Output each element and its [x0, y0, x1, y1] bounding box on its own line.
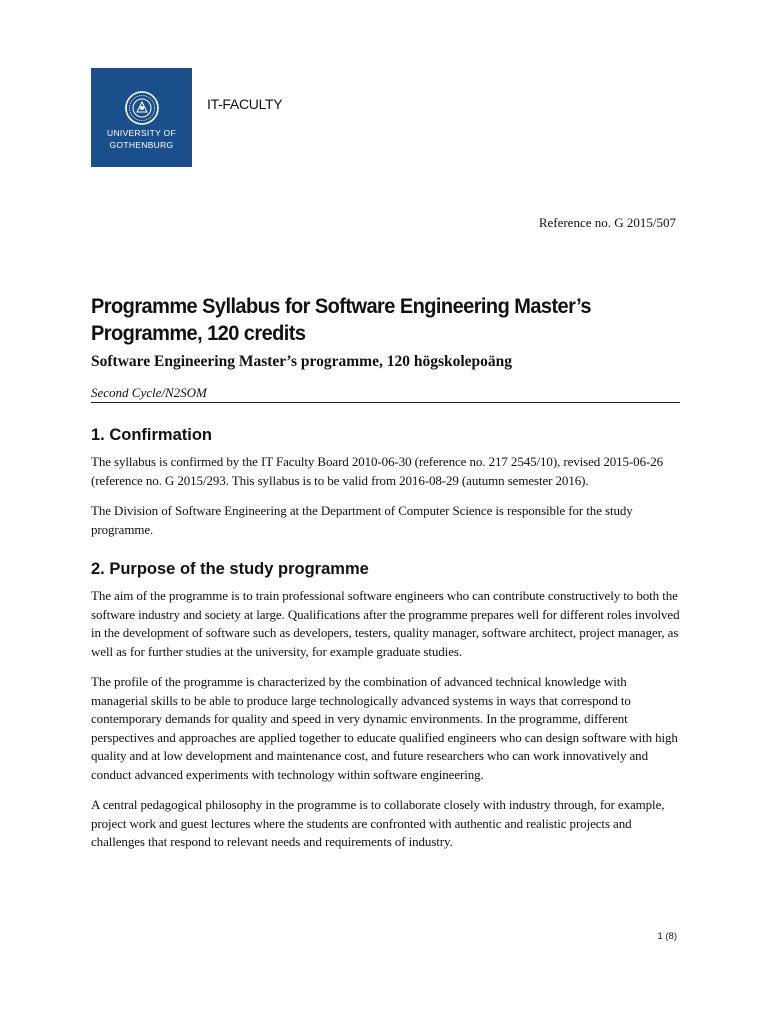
university-logo — [91, 68, 192, 167]
reference-number: Reference no. G 2015/507 — [538, 215, 676, 230]
faculty-name: IT-FACULTY — [207, 96, 283, 112]
title-divider — [91, 402, 680, 403]
university-seal-icon — [124, 90, 160, 126]
section-confirmation — [91, 425, 681, 539]
document-body — [91, 425, 681, 864]
section-heading: 2. Purpose of the study programme — [91, 560, 369, 578]
section-purpose — [91, 559, 681, 852]
page-number: 1 (8) — [657, 931, 677, 942]
document-subtitle: Software Engineering Master’s programme, 120 högskolepoäng — [91, 353, 513, 370]
paragraph: A central pedagogical philosophy in the programme is to collaborate closely with industry through, for example, project work and guest lectures where the students are confronted with authentic and realistic projects and challenges that respond to relevant needs and requirements of industry. — [91, 797, 665, 849]
cycle-code: Second Cycle/N2SOM — [91, 385, 207, 400]
document-title: Programme Syllabus for Software Engineering Master’s Programme, 120 credits — [91, 294, 591, 345]
logo-text — [91, 127, 192, 151]
paragraph: The syllabus is confirmed by the IT Faculty Board 2010-06-30 (reference no. 217 2545/10), revised 2015-06-26 (reference no. G 2015/293. This syllabus is to be valid from 2016-08-29 (autumn semester 2016). — [91, 454, 664, 488]
logo-line-1: UNIVERSITY OF — [107, 128, 176, 138]
logo-line-2: GOTHENBURG — [109, 140, 174, 150]
paragraph: The aim of the programme is to train professional software engineers who can contribute constructively to both the software industry and society at large. Qualifications after the programme prepares well for different roles involved in the development of software such as developers, testers, quality manager, software architect, project manager, as well as for further studies at the university, for example graduate studies. — [91, 588, 680, 659]
paragraph: The Division of Software Engineering at the Department of Computer Science is responsible for the study programme. — [91, 503, 633, 537]
paragraph: The profile of the programme is characterized by the combination of advanced technical knowledge with managerial skills to be able to produce large technologically advanced systems in ways that correspond to contemporary demands for quality and speed in very dynamic environments. In the programme, different perspectives and approaches are applied together to educate qualified engineers who can design software with high quality and at low development and maintenance cost, and future researchers who can work innovatively and conduct advanced experiments with technology within software engineering. — [91, 674, 678, 782]
section-heading: 1. Confirmation — [91, 426, 213, 444]
